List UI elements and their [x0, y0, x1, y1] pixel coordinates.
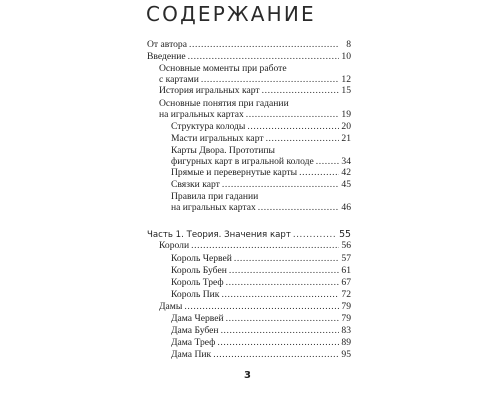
toc-entry-page: 72	[341, 289, 351, 300]
toc-entry-text: с картами	[159, 74, 199, 85]
page-number: 3	[244, 370, 251, 381]
toc-entry-text: Масти игральных карт	[171, 133, 264, 144]
toc-entry-page: 83	[341, 325, 351, 336]
toc-entry	[159, 240, 351, 251]
toc-entry-text: Король Пик	[171, 289, 220, 300]
toc-entry-text: Правила при гадании	[171, 191, 259, 202]
toc-entry-page: 46	[341, 202, 351, 213]
toc-entry	[171, 253, 351, 264]
toc-entry	[171, 145, 351, 167]
toc-entry-text: От автора	[147, 39, 187, 50]
toc-entry-page: 8	[346, 39, 351, 50]
toc-entry	[159, 63, 351, 85]
toc-entry-text: Структура колоды	[171, 121, 246, 132]
toc-entry-page: 67	[341, 277, 351, 288]
title: СОДЕРЖАНИЕ	[146, 2, 316, 26]
toc-entry	[147, 51, 351, 62]
toc-entry-text: Король Треф	[171, 277, 224, 288]
toc-entry	[171, 325, 351, 336]
toc-entry-page: 57	[341, 253, 351, 264]
toc-entry-page: 12	[341, 74, 351, 85]
toc-entry	[159, 301, 351, 312]
toc-entry-page: 10	[341, 51, 351, 62]
toc-entry-text: на игральных картах	[171, 202, 256, 213]
toc-entry-page: 55	[339, 229, 351, 240]
toc-entry-text: Основные понятия при гадании	[159, 98, 289, 109]
toc-entry-page: 19	[341, 109, 351, 120]
toc-entry-text: Часть 1. Теория. Значения карт	[147, 230, 291, 240]
toc-entry	[171, 313, 351, 324]
toc-entry	[171, 277, 351, 288]
toc-entry	[171, 121, 351, 132]
toc-entry-text: Король Червей	[171, 253, 232, 264]
toc-entry-text: Король Бубен	[171, 265, 227, 276]
toc-entry-text: Введение	[147, 51, 186, 62]
toc-entry-text: Дама Червей	[171, 313, 224, 324]
toc-entry	[171, 191, 351, 213]
toc-entry-page: 61	[341, 265, 351, 276]
toc-entry-text: Основные моменты при работе	[159, 63, 287, 74]
toc-entry-page: 45	[341, 179, 351, 190]
toc-entry	[171, 289, 351, 300]
toc-entry-text: Прямые и перевернутые карты	[171, 167, 298, 178]
toc-entry-text: на игральных картах	[159, 109, 244, 120]
toc-entry	[171, 265, 351, 276]
toc-entry-text: История игральных карт	[159, 85, 260, 96]
toc-entry-text: Связки карт	[171, 179, 220, 190]
toc-entry-text: фигурных карт в игральной колоде	[171, 156, 314, 167]
toc-entry-text: Дамы	[159, 301, 183, 312]
toc-entry	[147, 39, 351, 50]
toc-entry-page: 56	[341, 240, 351, 251]
toc-entry	[171, 349, 351, 360]
toc-entry-text: Дама Пик	[171, 349, 212, 360]
toc-entry	[171, 133, 351, 144]
toc-entry-text: Карты Двора. Прототипы	[171, 145, 275, 156]
toc-entry-page: 34	[341, 156, 351, 167]
toc-entry	[171, 167, 351, 178]
toc-entry-text: Дама Треф	[171, 337, 216, 348]
toc-entry-text: Дама Бубен	[171, 325, 219, 336]
toc-entry	[171, 337, 351, 348]
toc-entry-page: 95	[341, 349, 351, 360]
toc-entry-page: 89	[341, 337, 351, 348]
toc-entry-page: 42	[341, 167, 351, 178]
toc-entry	[171, 179, 351, 190]
toc-entry-page: 21	[341, 133, 351, 144]
toc-entry	[159, 85, 351, 96]
toc-entry-page: 79	[341, 313, 351, 324]
toc-entry	[159, 98, 351, 120]
toc-entry-page: 15	[341, 85, 351, 96]
toc-entry-page: 20	[341, 121, 351, 132]
toc-entry-text: Короли	[159, 240, 190, 251]
toc-entry-page: 79	[341, 301, 351, 312]
